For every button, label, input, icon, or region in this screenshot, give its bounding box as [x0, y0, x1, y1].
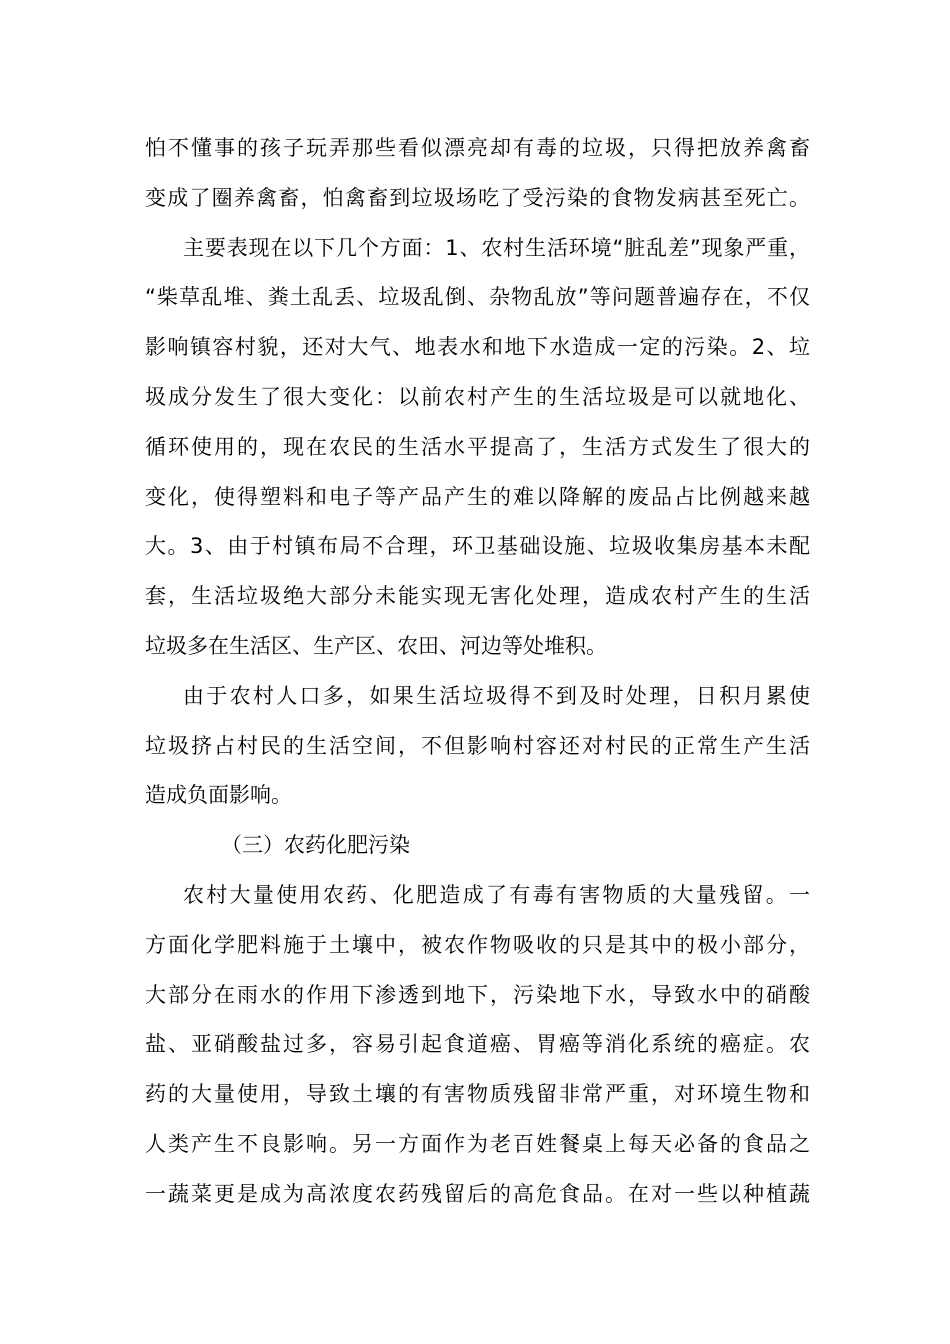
- paragraph-line: 由于农村人口多，如果生活垃圾得不到及时处理，日积月累使: [183, 683, 810, 708]
- paragraph-line: “柴草乱堆、粪土乱丢、垃圾乱倒、杂物乱放”等问题普遍存在，不仅: [145, 285, 810, 310]
- paragraph-line: 一蔬菜更是成为高浓度农药残留后的高危食品。在对一些以种植蔬: [145, 1181, 810, 1206]
- paragraph-line: 循环使用的，现在农民的生活水平提高了，生活方式发生了很大的: [145, 434, 810, 459]
- paragraph-line: 圾成分发生了很大变化：以前农村产生的生活垃圾是可以就地化、: [145, 384, 810, 409]
- paragraph-line: 变成了圈养禽畜，怕禽畜到垃圾场吃了受污染的食物发病甚至死亡。: [145, 185, 810, 210]
- paragraph-line: 造成负面影响。: [145, 783, 292, 808]
- paragraph-line: 人类产生不良影响。另一方面作为老百姓餐桌上每天必备的食品之: [145, 1131, 810, 1156]
- paragraph-line: 大部分在雨水的作用下渗透到地下，污染地下水，导致水中的硝酸: [145, 982, 810, 1007]
- paragraph-line: 变化，使得塑料和电子等产品产生的难以降解的废品占比例越来越: [145, 484, 810, 509]
- paragraph-line: 垃圾挤占村民的生活空间，不但影响村容还对村民的正常生产生活: [145, 733, 810, 758]
- paragraph-line: 影响镇容村貌，还对大气、地表水和地下水造成一定的污染。2、垃: [145, 335, 810, 360]
- paragraph-line: 方面化学肥料施于土壤中，被农作物吸收的只是其中的极小部分，: [145, 932, 810, 957]
- paragraph-line: 农村大量使用农药、化肥造成了有毒有害物质的大量残留。一: [183, 882, 810, 907]
- paragraph-line: 药的大量使用，导致土壤的有害物质残留非常严重，对环境生物和: [145, 1082, 810, 1107]
- paragraph-line: 主要表现在以下几个方面：1、农村生活环境“脏乱差”现象严重，: [183, 235, 810, 260]
- paragraph-line: 套，生活垃圾绝大部分未能实现无害化处理，造成农村产生的生活: [145, 584, 810, 609]
- document-body: [145, 124, 810, 1220]
- paragraph-line: 怕不懂事的孩子玩弄那些看似漂亮却有毒的垃圾，只得把放养禽畜: [145, 136, 810, 160]
- paragraph-line: 大。3、由于村镇布局不合理，环卫基础设施、垃圾收集房基本未配: [145, 534, 810, 559]
- section-heading: （三）农药化肥污染: [221, 833, 410, 858]
- paragraph-line: 垃圾多在生活区、生产区、农田、河边等处堆积。: [145, 633, 607, 658]
- paragraph-line: 盐、亚硝酸盐过多，容易引起食道癌、胃癌等消化系统的癌症。农: [145, 1032, 810, 1057]
